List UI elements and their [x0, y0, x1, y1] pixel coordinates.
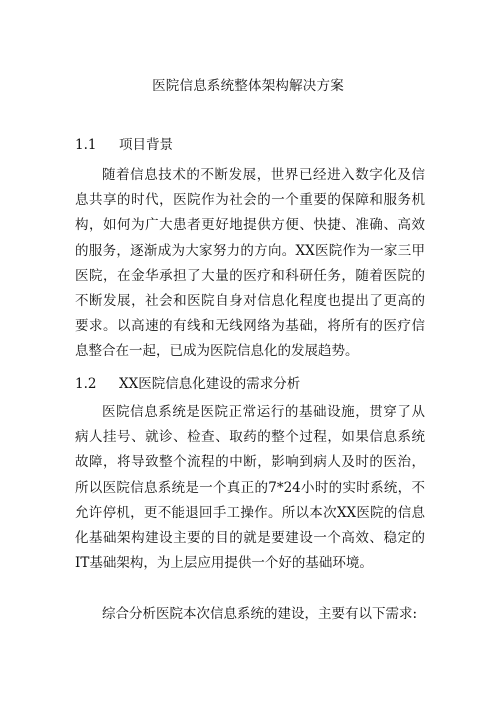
paragraph-requirements-intro: 综合分析医院本次信息系统的建设，主要有以下需求:	[102, 606, 418, 622]
document-title: 医院信息系统整体架构解决方案	[152, 78, 344, 94]
section-number: 1.1	[75, 137, 97, 153]
section-heading-1-2	[75, 375, 300, 393]
section-heading-text: XX医院信息化建设的需求分析	[119, 376, 301, 392]
paragraph-requirements-analysis: 医院信息系统是医院正常运行的基础设施，贯穿了从病人挂号、就诊、检查、取药的整个过程，如果信息系统故障，将导致整个流程的中断，影响到病人及时的医治，所以医院信息系统是一个真正的7*24小时的实时系统，不允许停机，更不能退回手工操作。所以本次XX医院的信息化基础架构建设主要的目的就是要建设一个高效、稳定的IT基础架构，为上层应用提供一个好的基础环境。	[75, 404, 425, 572]
paragraph-project-background: 随着信息技术的不断发展，世界已经进入数字化及信息共享的时代，医院作为社会的一个重要的保障和服务机构，如何为广大患者更好地提供方便、快捷、准确、高效的服务，逐渐成为大家努力的方向。XX医院作为一家三甲医院，在金华承担了大量的医疗和科研任务，随着医院的不断发展，社会和医院自身对信息化程度也提出了更高的要求。以高速的有线和无线网络为基础，将所有的医疗信息整合在一起，已成为医院信息化的发展趋势。	[75, 167, 425, 360]
section-heading-1-1	[75, 136, 173, 154]
section-number: 1.2	[75, 376, 97, 392]
section-heading-text: 项目背景	[119, 137, 173, 153]
